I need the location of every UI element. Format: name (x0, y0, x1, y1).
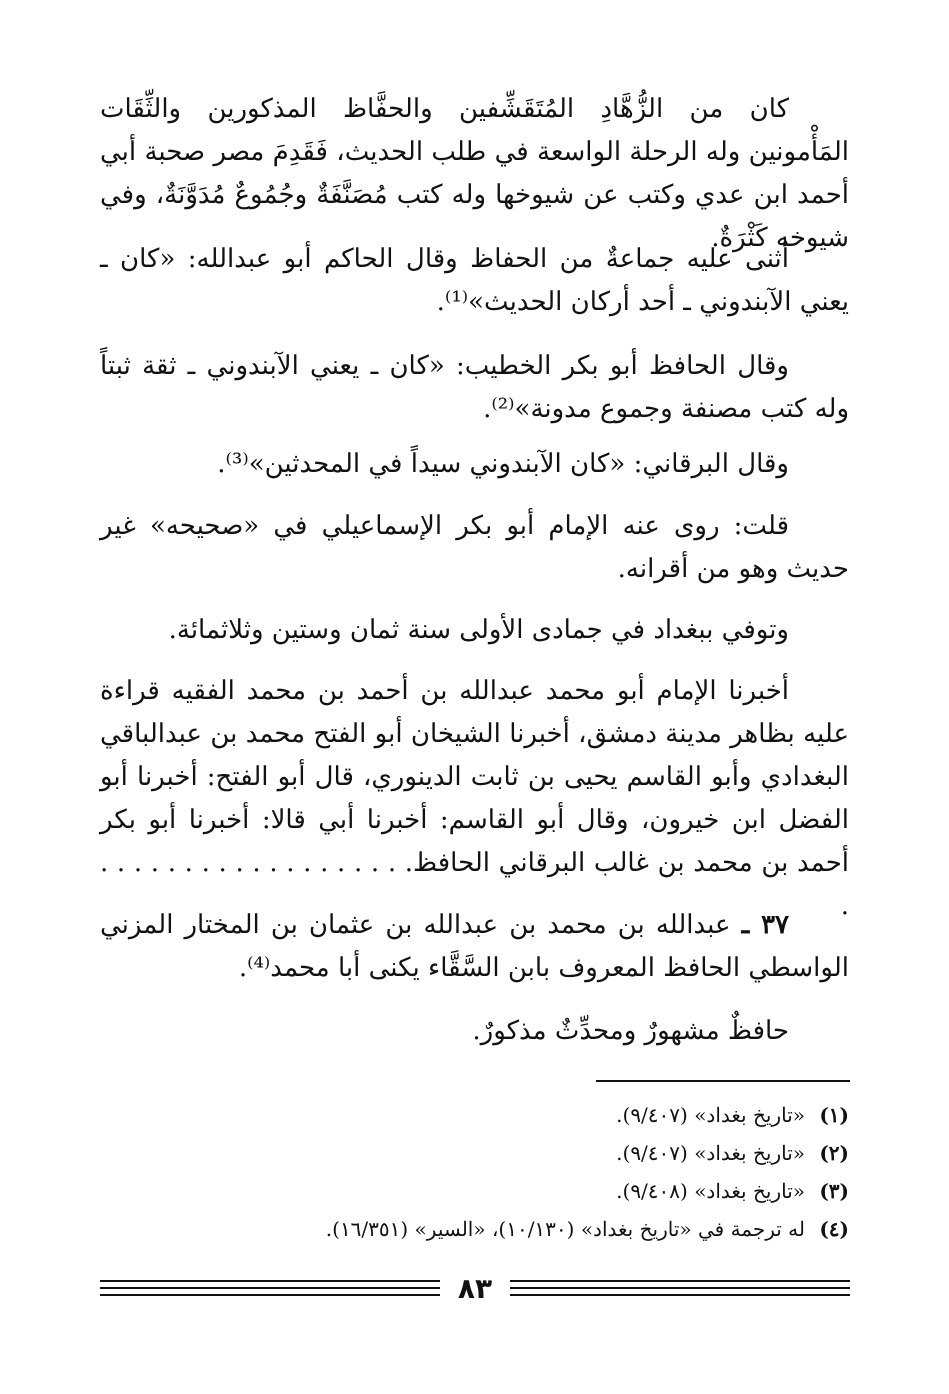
paragraph-1: كان من الزُّهَّادِ المُتَقَشِّفين والحفَّاظ المذكورين والثِّقَات المَأْمونين وله الرحلة الواسعة في طلب الحديث، فَقَدِمَ مصر صحبة أبي أحمد ابن عدي وكتب عن شيوخها وله كتب مُصَنَّفَةٌ وجُمُوعٌ مُدَوَّنَةٌ، وفي شيوخه كَثْرَةٌ. (100, 94, 849, 253)
footer-rule-right (510, 1280, 850, 1302)
paragraph-2: أثنى عليه جماعةٌ من الحفاظ وقال الحاكم أبو عبدالله: «كان ـ يعني الآبندوني ـ أحد أركان الحديث»⁽¹⁾. (100, 244, 849, 317)
entry-37-block (100, 904, 849, 990)
footnote-1 (100, 1096, 849, 1134)
entry-tail-block (100, 1010, 849, 1053)
footnote-2 (100, 1134, 849, 1172)
footer-rule-left (100, 1280, 440, 1302)
paragraph-1-block (100, 88, 849, 260)
footnote-text: «تاريخ بغداد» (٩/٤٠٧). (616, 1103, 805, 1127)
paragraph-4-block (100, 443, 849, 486)
entry-text: عبدالله بن محمد بن عبدالله بن عثمان بن المختار المزني الواسطي الحافظ المعروف بابن السَّقَّاء يكنى أبا محمد⁽⁴⁾. (100, 910, 849, 983)
footnote-4 (100, 1210, 849, 1248)
page-number: ٨٣ (457, 1272, 493, 1305)
footnote-number: (٢) (819, 1141, 849, 1165)
paragraph-7-block (100, 670, 849, 928)
paragraph-5: قلت: روى عنه الإمام أبو بكر الإسماعيلي في «صحيحه» غير حديث وهو من أقرانه. (100, 511, 849, 584)
footnote-3 (100, 1172, 849, 1210)
paragraph-4: وقال البرقاني: «كان الآبندوني سيداً في المحدثين»⁽³⁾. (217, 449, 789, 479)
paragraph-3-block (100, 345, 849, 431)
footnote-text: له ترجمة في «تاريخ بغداد» (١٠/١٣٠)، «السير» (١٦/٣٥١). (325, 1217, 805, 1241)
page-footer (100, 1272, 850, 1306)
entry-tail: حافظٌ مشهورٌ ومحدِّثٌ مذكورٌ. (472, 1016, 789, 1046)
entry-heading (100, 904, 849, 990)
footnotes (100, 1096, 849, 1248)
footnote-divider (596, 1080, 850, 1082)
footnote-text: «تاريخ بغداد» (٩/٤٠٧). (616, 1141, 805, 1165)
paragraph-5-block (100, 505, 849, 591)
footnote-number: (١) (819, 1103, 849, 1127)
footnote-number: (٣) (819, 1179, 849, 1203)
footnote-number: (٤) (819, 1217, 849, 1241)
paragraph-6-block (100, 609, 849, 652)
paragraph-2-block (100, 238, 849, 324)
paragraph-6: وتوفي ببغداد في جمادى الأولى سنة ثمان وستين وثلاثمائة. (168, 615, 789, 645)
paragraph-7: أخبرنا الإمام أبو محمد عبدالله بن أحمد بن محمد الفقيه قراءة عليه بظاهر مدينة دمشق، أخبرنا الشيخان أبو الفتح محمد بن عبدالباقي البغدادي وأبو القاسم يحيى بن ثابت الدينوري، قال أبو الفتح: أخبرنا أبو الفضل ابن خيرون، وقال أبو القاسم: أخبرنا أبي قالا: أخبرنا أبو بكر أحمد بن محمد بن غالب البرقاني الحافظ. . . . . . . . . . . . . . . . . . . . (100, 676, 849, 921)
paragraph-3: وقال الحافظ أبو بكر الخطيب: «كان ـ يعني الآبندوني ـ ثقة ثبتاً وله كتب مصنفة وجموع مدونة»⁽²⁾. (100, 351, 849, 424)
footnote-text: «تاريخ بغداد» (٩/٤٠٨). (616, 1179, 805, 1203)
entry-number: ٣٧ ـ (741, 910, 790, 940)
